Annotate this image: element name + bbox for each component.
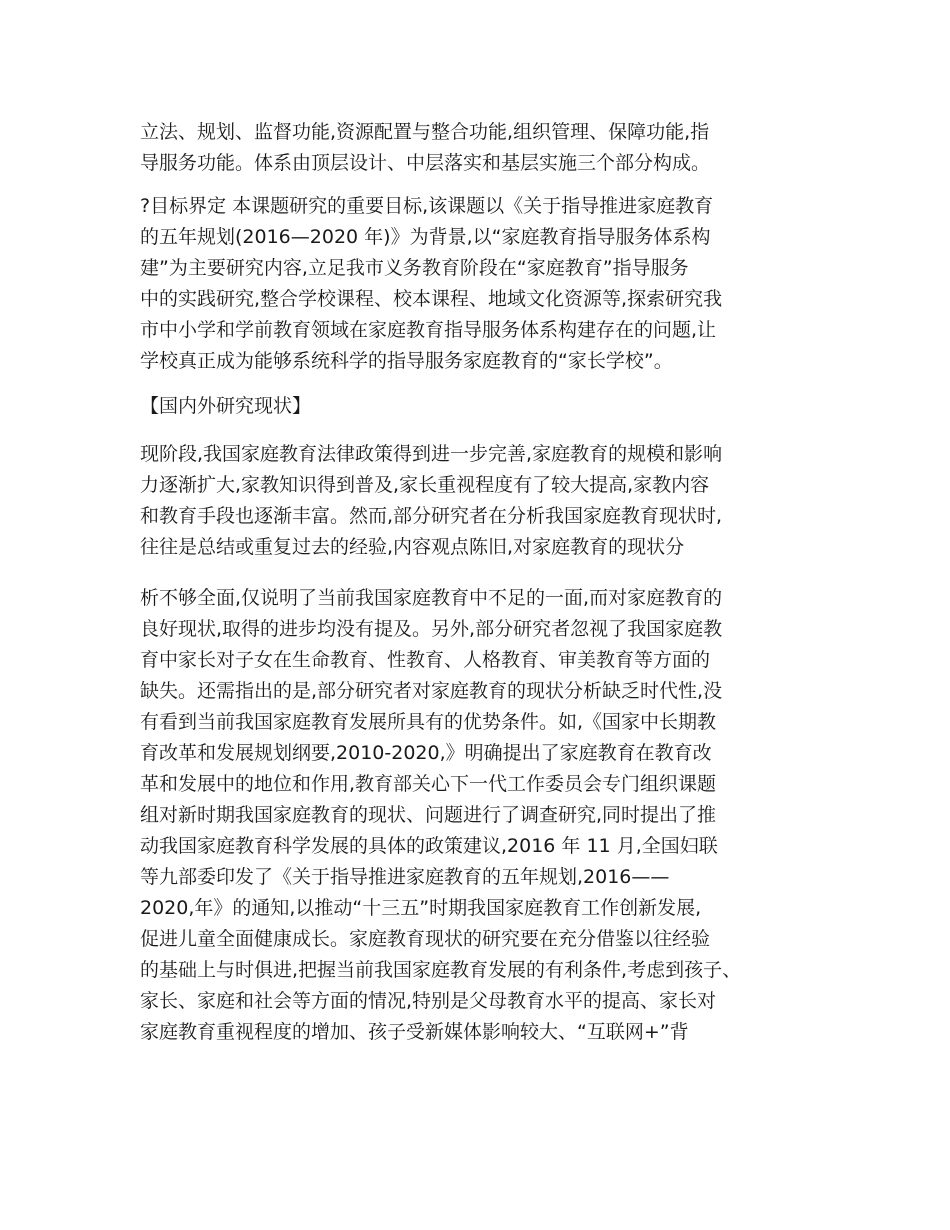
text-line: 有看到当前我国家庭教育发展所具有的优势条件。如,《国家中长期教 — [140, 711, 717, 733]
paragraph-system-functions — [140, 117, 820, 179]
document-body — [140, 117, 820, 1048]
text-line: 革和发展中的地位和作用,教育部关心下一代工作委员会专门组织课题 — [140, 773, 717, 795]
section-heading: 【国内外研究现状】 — [140, 395, 312, 417]
text-line: 和教育手段也逐渐丰富。然而,部分研究者在分析我国家庭教育现状时, — [140, 505, 723, 527]
text-line: 缺失。还需指出的是,部分研究者对家庭教育的现状分析缺乏时代性,没 — [140, 680, 723, 702]
text-line: 现阶段,我国家庭教育法律政策得到进一步完善,家庭教育的规模和影响 — [140, 443, 723, 465]
text-line: 中的实践研究,整合学校课程、校本课程、地域文化资源等,探索研究我 — [140, 288, 723, 310]
text-line: 的五年规划(2016—2020 年)》为背景,以“家庭教育指导服务体系构 — [140, 226, 711, 248]
text-line: 市中小学和学前教育领域在家庭教育指导服务体系构建存在的问题,让 — [140, 319, 717, 341]
text-line: 导服务功能。体系由顶层设计、中层落实和基层实施三个部分构成。 — [140, 152, 711, 174]
text-line: 家庭教育重视程度的增加、孩子受新媒体影响较大、“互联网+”背 — [140, 1021, 689, 1043]
paragraph-goal-definition — [140, 191, 820, 377]
paragraph-analysis — [140, 583, 820, 1048]
text-line: 学校真正成为能够系统科学的指导服务家庭教育的“家长学校”。 — [140, 350, 673, 372]
text-line: 组对新时期我国家庭教育的现状、问题进行了调查研究,同时提出了推 — [140, 804, 717, 826]
paragraph-current-stage — [140, 439, 820, 563]
text-line: 动我国家庭教育科学发展的具体的政策建议,2016 年 11 月,全国妇联 — [140, 835, 718, 857]
text-line: 促进儿童全面健康成长。家庭教育现状的研究要在充分借鉴以往经验 — [140, 928, 711, 950]
text-line: 力逐渐扩大,家教知识得到普及,家长重视程度有了较大提高,家教内容 — [140, 474, 710, 496]
text-line: 2020,年》的通知,以推动“十三五”时期我国家庭教育工作创新发展, — [140, 897, 702, 919]
text-line: 的基础上与时俱进,把握当前我国家庭教育发展的有利条件,考虑到孩子、 — [140, 959, 742, 981]
text-line: 建”为主要研究内容,立足我市义务教育阶段在“家庭教育”指导服务 — [140, 257, 689, 279]
text-line: 育改革和发展规划纲要,2010-2020,》明确提出了家庭教育在教育改 — [140, 742, 712, 764]
text-line: 家长、家庭和社会等方面的情况,特别是父母教育水平的提高、家长对 — [140, 990, 717, 1012]
text-line: 析不够全面,仅说明了当前我国家庭教育中不足的一面,而对家庭教育的 — [140, 587, 723, 609]
section-heading-research-status — [140, 391, 820, 422]
text-line: 等九部委印发了《关于指导推进家庭教育的五年规划,2016—— — [140, 866, 670, 888]
text-line: 立法、规划、监督功能,资源配置与整合功能,组织管理、保障功能,指 — [140, 121, 710, 143]
text-line: 育中家长对子女在生命教育、性教育、人格教育、审美教育等方面的 — [140, 649, 711, 671]
text-line: ?目标界定 本课题研究的重要目标,该课题以《关于指导推进家庭教育 — [140, 195, 714, 217]
text-line: 良好现状,取得的进步均没有提及。另外,部分研究者忽视了我国家庭教 — [140, 618, 723, 640]
text-line: 往往是总结或重复过去的经验,内容观点陈旧,对家庭教育的现状分 — [140, 536, 685, 558]
